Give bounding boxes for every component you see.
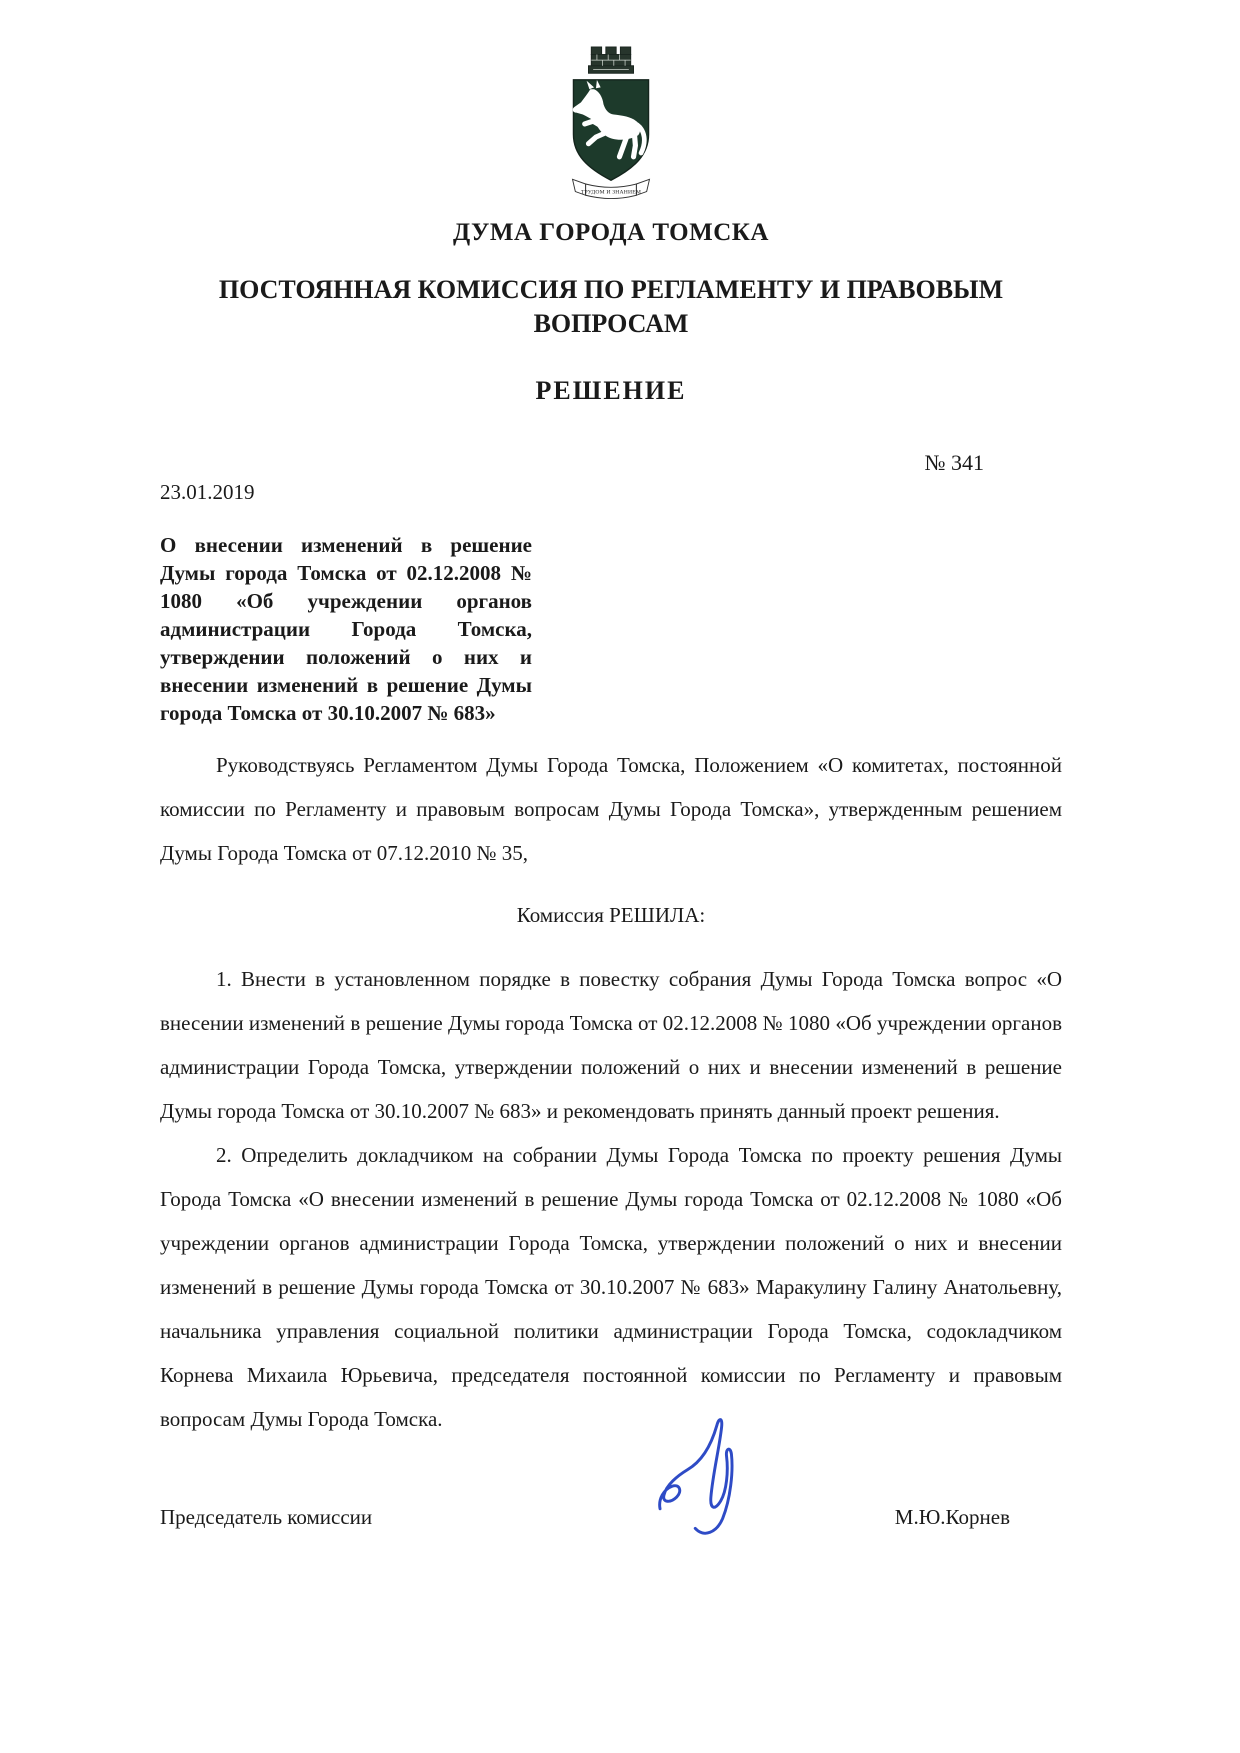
coat-of-arms-icon <box>550 42 672 204</box>
preamble-paragraph: Руководствуясь Регламентом Думы Города Томска, Положением «О комитетах, постоянной комиссии по Регламенту и правовым вопросам Думы Города Томска», утвержденным решением Думы Города Томска от 07.12.2010 № 35, <box>160 752 1062 865</box>
signer-position: Председатель комиссии <box>160 1504 373 1529</box>
organization-title: ДУМА ГОРОДА ТОМСКА <box>453 219 769 246</box>
document-number: № 341 <box>924 449 984 475</box>
motto-ribbon <box>573 179 650 198</box>
resolution-item-1: 1. Внести в установленном порядке в повестку собрания Думы Города Томска вопрос «О внесении изменений в решение Думы города Томска от 02.12.2008 № 1080 «Об учреждении органов администрации Города Томска, утверждении положений о них и внесении изменений в решение Думы города Томска от 30.10.2007 № 683» и рекомендовать принять данный проект решения. <box>160 966 1062 1123</box>
resolution-item-2: 2. Определить докладчиком на собрании Думы Города Томска по проекту решения Думы Города Томска «О внесении изменений в решение Думы города Томска от 02.12.2008 № 1080 «Об учреждении органов администрации Города Томска, утверждении положений о них и внесении изменений в решение Думы города Томска от 30.10.2007 № 683» Маракулину Галину Анатольевну, начальника управления социальной политики администрации Города Томска, содокладчиком Корнева Михаила Юрьевича, председателя постоянной комиссии по Регламенту и правовым вопросам Думы Города Томска. <box>160 1142 1062 1431</box>
resolution-heading: Комиссия РЕШИЛА: <box>516 902 706 927</box>
document-date: 23.01.2019 <box>160 479 255 504</box>
commission-title: ПОСТОЯННАЯ КОМИССИЯ ПО РЕГЛАМЕНТУ И ПРАВОВЫМ ВОПРОСАМ <box>218 275 1004 339</box>
document-subject: О внесении изменений в решение Думы города Томска от 02.12.2008 № 1080 «Об учреждении органов администрации Города Томска, утверждении положений о них и внесении изменений в решение Думы города Томска от 30.10.2007 № 683» <box>160 532 532 725</box>
document-type-heading: РЕШЕНИЕ <box>535 375 687 405</box>
signature-block <box>160 1505 1062 1530</box>
tomsk-coat-of-arms <box>160 42 1062 209</box>
document-meta <box>160 450 1062 505</box>
motto-text: ТРУДОМ И ЗНАНИЕМ <box>580 189 642 196</box>
signer-name: М.Ю.Корнев <box>894 1504 1010 1529</box>
